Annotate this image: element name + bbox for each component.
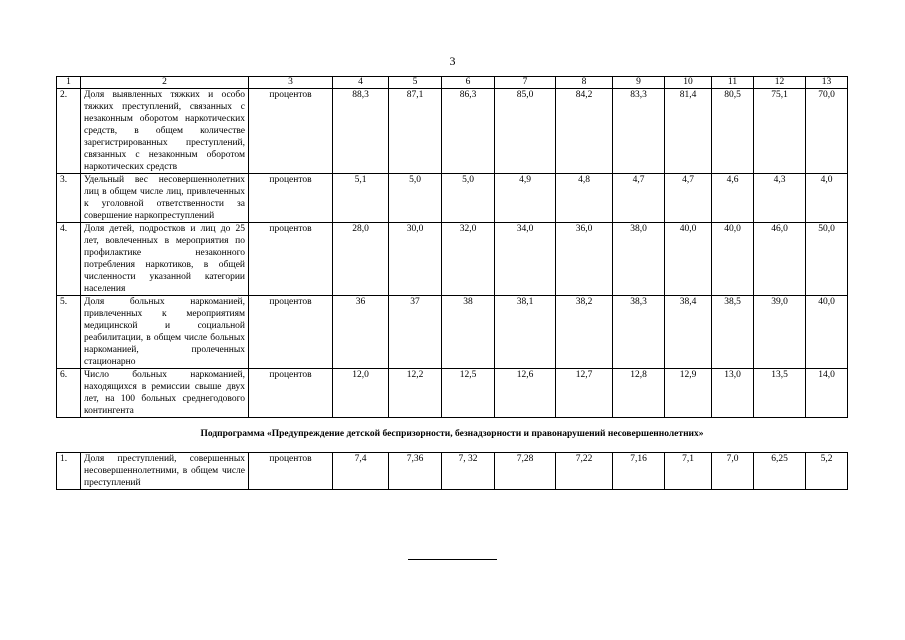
column-header: 12	[754, 77, 806, 89]
value-cell: 13,0	[712, 369, 754, 418]
value-cell: 4,0	[806, 174, 848, 223]
column-header: 11	[712, 77, 754, 89]
subprogram-title: Подпрограмма «Предупреждение детской беспризорности, безнадзорности и правонарушений несовершеннолетних»	[57, 418, 848, 453]
value-cell: 5,0	[389, 174, 442, 223]
indicator-name: Доля детей, подростков и лиц до 25 лет, вовлеченных в мероприятия по профилактике незаконного потребления наркотиков, в общей численности указанной категории населения	[81, 223, 249, 296]
value-cell: 38	[442, 296, 495, 369]
value-cell: 12,9	[665, 369, 712, 418]
unit-cell: процентов	[249, 369, 333, 418]
value-cell: 12,0	[333, 369, 389, 418]
table-row	[57, 223, 848, 296]
value-cell: 4,8	[556, 174, 613, 223]
unit-cell: процентов	[249, 296, 333, 369]
table-header-row	[57, 77, 848, 89]
column-header: 13	[806, 77, 848, 89]
value-cell: 85,0	[495, 89, 556, 174]
value-cell: 34,0	[495, 223, 556, 296]
value-cell: 40,0	[712, 223, 754, 296]
value-cell: 28,0	[333, 223, 389, 296]
row-number: 3.	[57, 174, 81, 223]
value-cell: 38,0	[613, 223, 665, 296]
value-cell: 5,2	[806, 453, 848, 490]
value-cell: 7,28	[495, 453, 556, 490]
column-header: 6	[442, 77, 495, 89]
unit-cell: процентов	[249, 89, 333, 174]
unit-cell: процентов	[249, 174, 333, 223]
value-cell: 32,0	[442, 223, 495, 296]
table-row	[57, 296, 848, 369]
column-header: 5	[389, 77, 442, 89]
value-cell: 84,2	[556, 89, 613, 174]
column-header: 2	[81, 77, 249, 89]
value-cell: 4,9	[495, 174, 556, 223]
table-row	[57, 369, 848, 418]
value-cell: 40,0	[806, 296, 848, 369]
value-cell: 7, 32	[442, 453, 495, 490]
value-cell: 80,5	[712, 89, 754, 174]
column-header: 9	[613, 77, 665, 89]
table-row	[57, 453, 848, 490]
value-cell: 12,6	[495, 369, 556, 418]
indicator-name: Удельный вес несовершеннолетних лиц в общем числе лиц, привлеченных к уголовной ответственности за совершение наркопреступлений	[81, 174, 249, 223]
subprogram-row	[57, 418, 848, 453]
table-row	[57, 174, 848, 223]
value-cell: 5,1	[333, 174, 389, 223]
value-cell: 38,3	[613, 296, 665, 369]
value-cell: 38,2	[556, 296, 613, 369]
indicator-name: Число больных наркоманией, находящихся в ремиссии свыше двух лет, на 100 больных среднегодового контингента	[81, 369, 249, 418]
value-cell: 4,7	[613, 174, 665, 223]
value-cell: 4,6	[712, 174, 754, 223]
value-cell: 7,22	[556, 453, 613, 490]
value-cell: 38,1	[495, 296, 556, 369]
footer-line	[408, 559, 497, 560]
value-cell: 38,4	[665, 296, 712, 369]
value-cell: 87,1	[389, 89, 442, 174]
row-number: 5.	[57, 296, 81, 369]
column-header: 8	[556, 77, 613, 89]
value-cell: 14,0	[806, 369, 848, 418]
value-cell: 83,3	[613, 89, 665, 174]
value-cell: 40,0	[665, 223, 712, 296]
indicator-name: Доля преступлений, совершенных несовершеннолетними, в общем числе преступлений	[81, 453, 249, 490]
row-number: 6.	[57, 369, 81, 418]
row-number: 4.	[57, 223, 81, 296]
value-cell: 38,5	[712, 296, 754, 369]
value-cell: 5,0	[442, 174, 495, 223]
value-cell: 39,0	[754, 296, 806, 369]
value-cell: 81,4	[665, 89, 712, 174]
row-number: 1.	[57, 453, 81, 490]
value-cell: 13,5	[754, 369, 806, 418]
column-header: 4	[333, 77, 389, 89]
value-cell: 12,8	[613, 369, 665, 418]
value-cell: 36	[333, 296, 389, 369]
indicator-name: Доля больных наркоманией, привлеченных к мероприятиям медицинской и социальной реабилитации, в общем числе больных наркоманией, пролеченных стационарно	[81, 296, 249, 369]
value-cell: 46,0	[754, 223, 806, 296]
indicators-table	[56, 76, 848, 490]
value-cell: 75,1	[754, 89, 806, 174]
value-cell: 12,2	[389, 369, 442, 418]
value-cell: 88,3	[333, 89, 389, 174]
value-cell: 4,7	[665, 174, 712, 223]
value-cell: 7,0	[712, 453, 754, 490]
column-header: 1	[57, 77, 81, 89]
value-cell: 4,3	[754, 174, 806, 223]
row-number: 2.	[57, 89, 81, 174]
page-number: 3	[449, 54, 456, 68]
value-cell: 37	[389, 296, 442, 369]
value-cell: 7,4	[333, 453, 389, 490]
value-cell: 7,16	[613, 453, 665, 490]
value-cell: 6,25	[754, 453, 806, 490]
value-cell: 30,0	[389, 223, 442, 296]
value-cell: 12,7	[556, 369, 613, 418]
unit-cell: процентов	[249, 223, 333, 296]
column-header: 7	[495, 77, 556, 89]
unit-cell: процентов	[249, 453, 333, 490]
indicator-name: Доля выявленных тяжких и особо тяжких преступлений, связанных с незаконным оборотом наркотических средств, в общем количестве зарегистрированных преступлений, связанных с незаконным оборотом наркотических средств	[81, 89, 249, 174]
value-cell: 50,0	[806, 223, 848, 296]
value-cell: 86,3	[442, 89, 495, 174]
value-cell: 36,0	[556, 223, 613, 296]
value-cell: 70,0	[806, 89, 848, 174]
value-cell: 7,1	[665, 453, 712, 490]
table-row	[57, 89, 848, 174]
column-header: 3	[249, 77, 333, 89]
value-cell: 12,5	[442, 369, 495, 418]
column-header: 10	[665, 77, 712, 89]
value-cell: 7,36	[389, 453, 442, 490]
